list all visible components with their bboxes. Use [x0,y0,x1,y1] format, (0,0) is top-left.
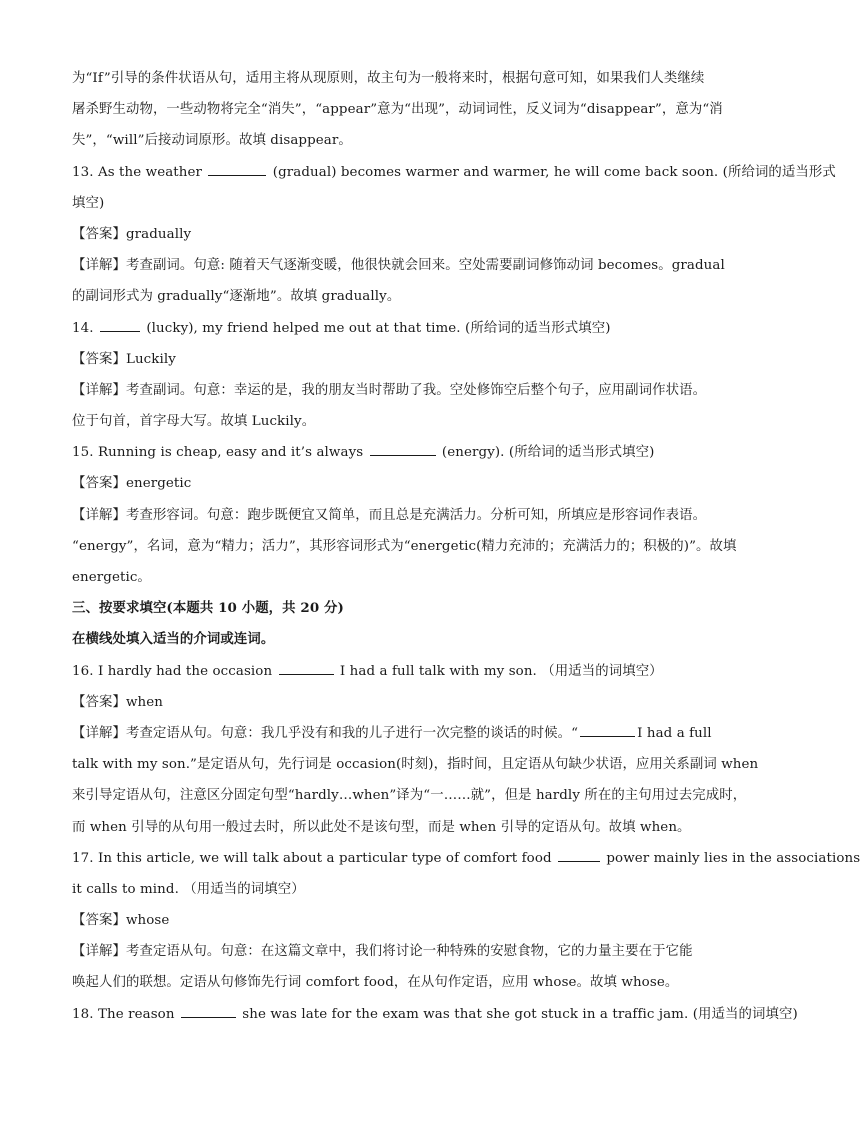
question-text: 18. The reason [72,1006,175,1022]
question-18 [72,999,798,1030]
section-heading: 三、按要求填空(本题共 10 小题，共 20 分) [72,600,344,617]
question-text: 15. Running is cheap, easy and it’s always [72,445,364,461]
explanation-line: talk with my son.”是定语从句，先行词是 occasion(时刻)，指时间，且定语从句缺少状语，应用关系副词 when [72,757,759,773]
answer-blank[interactable] [181,1005,236,1018]
explanation-line: 【详解】考查定语从句。句意：在这篇文章中，我们将讨论一种特殊的安慰食物，它的力量主要在于它能 [72,944,693,960]
answer-blank[interactable] [558,849,600,862]
explanation-line: 唤起人们的联想。定语从句修饰先行词 comfort food，在从句作定语，应用 whose。故填 whose。 [72,975,679,991]
question-17 [72,843,860,874]
question-text: power mainly lies in the associations [606,850,860,866]
question-text: (gradual) becomes warmer and warmer, he will come back soon. (所给词的适当形式 [272,164,836,180]
question-text: 16. I hardly had the occasion [72,663,273,679]
explanation-line: 【详解】考查副词。句意：幸运的是，我的朋友当时帮助了我。空处修饰空后整个句子，应用副词作状语。 [72,382,707,398]
explanation-line: energetic。 [72,570,151,585]
explanation-line [72,718,732,749]
explanation-line: 【详解】考查形容词。句意：跑步既便宜又简单，而且总是充满活力。分析可知，所填应是形容词作表语。 [72,507,707,523]
explanation-line: 而 when 引导的从句用一般过去时，所以此处不是该句型，而是 when 引导的定语从句。故填 when。 [72,819,691,835]
answer-17: 【答案】whose [72,913,170,929]
question-text: 13. As the weather [72,164,203,180]
question-text: I had a full talk with my son. （用适当的词填空） [339,663,663,679]
answer-16: 【答案】when [72,694,163,710]
question-number: 14. [72,320,94,336]
question-text: 17. In this article, we will talk about a particular type of comfort food [72,850,552,866]
explanation-line: 来引导定语从句，注意区分固定句型“hardly…when”译为“一……就”，但是 hardly 所在的主句用过去完成时， [72,788,747,804]
question-text: she was late for the exam was that she got stuck in a traffic jam. (用适当的词填空) [242,1006,798,1022]
question-13 [72,157,836,188]
explanation-text: I had a full [637,725,712,741]
answer-blank[interactable] [279,662,334,675]
text-line: it calls to mind. （用适当的词填空） [72,881,305,897]
explanation-line: “energy”，名词，意为“精力；活力”，其形容词形式为“energetic(精力充沛的；充满活力的；积极的)”。故填 [72,538,737,554]
question-16 [72,656,732,687]
text-line: 失”，“will”后接动词原形。故填 disappear。 [72,133,352,149]
explanation-text: 【详解】考查定语从句。句意：我几乎没有和我的儿子进行一次完整的谈话的时候。“ [72,725,579,741]
question-14 [72,313,732,344]
text-line: 屠杀野生动物，一些动物将完全“消失”，“appear”意为“出现”，动词词性，反义词为“disappear”，意为“消 [72,102,723,118]
answer-blank[interactable] [208,163,266,176]
answer-blank[interactable] [100,319,140,332]
explanation-line: 【详解】考查副词。句意: 随着天气逐渐变暖，他很快就会回来。空处需要副词修饰动词 becomes。gradual [72,258,725,274]
answer-13: 【答案】gradually [72,226,192,242]
question-text: (energy). (所给词的适当形式填空) [441,445,655,461]
explanation-line: 位于句首，首字母大写。故填 Luckily。 [72,414,316,430]
answer-blank[interactable] [370,443,436,456]
section-instruction: 在横线处填入适当的介词或连词。 [72,631,275,648]
text-line: 填空) [72,195,105,211]
explanation-line: 的副词形式为 gradually“逐渐地”。故填 gradually。 [72,289,401,305]
answer-15: 【答案】energetic [72,476,192,492]
document-page [72,63,860,1030]
text-line: 为“If”引导的条件状语从句，适用主将从现原则，故主句为一般将来时，根据句意可知，如果我们人类继续 [72,71,705,86]
answer-14: 【答案】Luckily [72,351,176,367]
question-text: (lucky), my friend helped me out at that time. (所给词的适当形式填空) [146,320,611,336]
quoted-blank [580,724,635,737]
question-15 [72,437,732,468]
